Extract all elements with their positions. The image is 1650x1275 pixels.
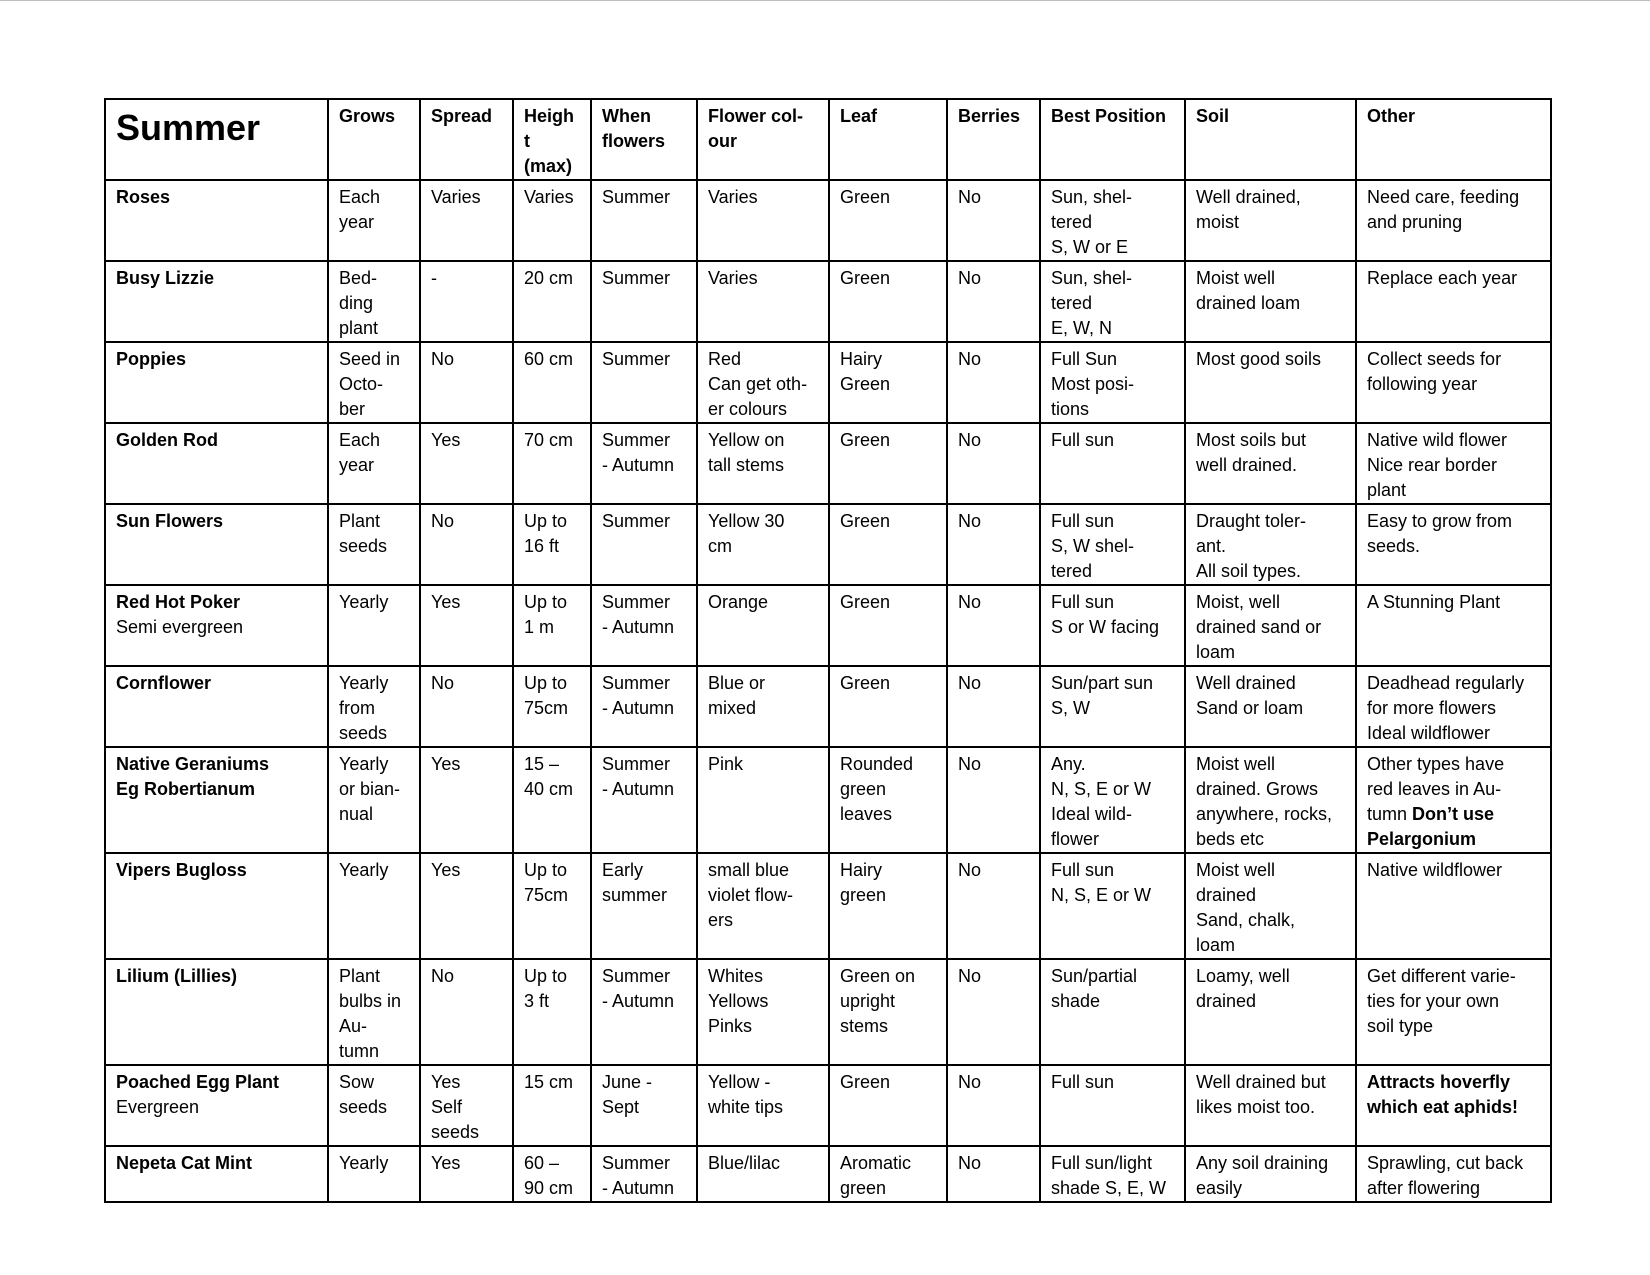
leaf-cell: Aromatic green xyxy=(829,1146,947,1202)
other-cell xyxy=(1356,504,1551,585)
flower-colour-cell: Red Can get oth- er colours xyxy=(697,342,829,423)
best-position-cell: Full sun xyxy=(1040,1065,1185,1146)
table-title: Summer xyxy=(105,99,328,180)
flower-colour-cell: Pink xyxy=(697,747,829,853)
height-cell: 15 – 40 cm xyxy=(513,747,591,853)
flower-colour-cell: small blue violet flow- ers xyxy=(697,853,829,959)
other-text: Collect seeds for following year xyxy=(1367,349,1502,394)
best-position-cell: Sun/partial shade xyxy=(1040,959,1185,1065)
berries-cell: No xyxy=(947,261,1040,342)
grows-cell: Yearly xyxy=(328,1146,420,1202)
other-text: Need care, feeding and pruning xyxy=(1367,187,1520,232)
when-flowers-cell: Summer xyxy=(591,180,697,261)
table-row xyxy=(105,504,1551,585)
plant-name-cell xyxy=(105,747,328,853)
other-cell xyxy=(1356,666,1551,747)
table-row xyxy=(105,853,1551,959)
when-flowers-cell: Early summer xyxy=(591,853,697,959)
other-cell xyxy=(1356,261,1551,342)
when-flowers-cell: Summer - Autumn xyxy=(591,747,697,853)
best-position-cell: Sun, shel- tered E, W, N xyxy=(1040,261,1185,342)
grows-cell: Each year xyxy=(328,180,420,261)
berries-cell: No xyxy=(947,747,1040,853)
plant-name-cell xyxy=(105,585,328,666)
spread-cell: Varies xyxy=(420,180,513,261)
spread-cell: Yes Self seeds xyxy=(420,1065,513,1146)
table-row xyxy=(105,423,1551,504)
leaf-cell: Green xyxy=(829,261,947,342)
spread-cell: - xyxy=(420,261,513,342)
grows-cell: Yearly or bian- nual xyxy=(328,747,420,853)
when-flowers-cell: Summer xyxy=(591,261,697,342)
plant-name: Red Hot Poker xyxy=(116,592,241,612)
plant-name: Poached Egg Plant xyxy=(116,1072,280,1092)
other-cell xyxy=(1356,959,1551,1065)
table-row xyxy=(105,1146,1551,1202)
other-cell xyxy=(1356,342,1551,423)
when-flowers-cell: Summer - Autumn xyxy=(591,585,697,666)
best-position-cell: Full sun/light shade S, E, W xyxy=(1040,1146,1185,1202)
berries-cell: No xyxy=(947,1146,1040,1202)
plant-name-cell xyxy=(105,342,328,423)
plant-name-cell xyxy=(105,423,328,504)
soil-cell: Draught toler- ant. All soil types. xyxy=(1185,504,1356,585)
berries-cell: No xyxy=(947,342,1040,423)
grows-cell: Plant seeds xyxy=(328,504,420,585)
plant-name-note: Evergreen xyxy=(116,1097,200,1117)
other-text: Replace each year xyxy=(1367,268,1518,288)
best-position-cell: Sun, shel- tered S, W or E xyxy=(1040,180,1185,261)
berries-cell: No xyxy=(947,504,1040,585)
spread-cell: Yes xyxy=(420,585,513,666)
plant-name: Cornflower xyxy=(116,673,212,693)
flower-colour-cell: Yellow - white tips xyxy=(697,1065,829,1146)
other-cell xyxy=(1356,853,1551,959)
grows-cell: Sow seeds xyxy=(328,1065,420,1146)
grows-cell: Yearly from seeds xyxy=(328,666,420,747)
berries-cell: No xyxy=(947,853,1040,959)
best-position-cell: Full sun xyxy=(1040,423,1185,504)
summer-plants-table xyxy=(104,98,1552,1203)
berries-cell: No xyxy=(947,959,1040,1065)
when-flowers-cell: Summer - Autumn xyxy=(591,666,697,747)
plant-name: Golden Rod xyxy=(116,430,218,450)
other-text: A Stunning Plant xyxy=(1367,592,1501,612)
plant-name-cell xyxy=(105,180,328,261)
leaf-cell: Rounded green leaves xyxy=(829,747,947,853)
soil-cell: Loamy, well drained xyxy=(1185,959,1356,1065)
plant-name-note: Semi evergreen xyxy=(116,617,244,637)
plant-name-cell xyxy=(105,666,328,747)
plant-name-cell xyxy=(105,1146,328,1202)
other-text: Sprawling, cut back after flowering xyxy=(1367,1153,1524,1198)
plant-name: Native Geraniums Eg Robertianum xyxy=(116,754,270,799)
plant-name: Roses xyxy=(116,187,171,207)
height-cell: Up to 75cm xyxy=(513,666,591,747)
spread-cell: Yes xyxy=(420,853,513,959)
grows-cell: Yearly xyxy=(328,585,420,666)
leaf-cell: Green xyxy=(829,666,947,747)
soil-cell: Moist well drained Sand, chalk, loam xyxy=(1185,853,1356,959)
spread-cell: Yes xyxy=(420,423,513,504)
spread-cell: Yes xyxy=(420,1146,513,1202)
table-row xyxy=(105,585,1551,666)
header-soil: Soil xyxy=(1185,99,1356,180)
spread-cell: No xyxy=(420,959,513,1065)
leaf-cell: Green xyxy=(829,423,947,504)
leaf-cell: Green on upright stems xyxy=(829,959,947,1065)
soil-cell: Moist well drained. Grows anywhere, rocks, beds etc xyxy=(1185,747,1356,853)
other-text: Easy to grow from seeds. xyxy=(1367,511,1513,556)
grows-cell: Each year xyxy=(328,423,420,504)
leaf-cell: Hairy Green xyxy=(829,342,947,423)
table-row xyxy=(105,1065,1551,1146)
soil-cell: Well drained, moist xyxy=(1185,180,1356,261)
berries-cell: No xyxy=(947,423,1040,504)
table-row xyxy=(105,261,1551,342)
header-best-position: Best Position xyxy=(1040,99,1185,180)
best-position-cell: Full sun N, S, E or W xyxy=(1040,853,1185,959)
height-cell: Up to 3 ft xyxy=(513,959,591,1065)
other-cell xyxy=(1356,423,1551,504)
header-when-flowers: When flowers xyxy=(591,99,697,180)
soil-cell: Most soils but well drained. xyxy=(1185,423,1356,504)
other-text: Native wildflower xyxy=(1367,860,1503,880)
leaf-cell: Green xyxy=(829,504,947,585)
spread-cell: No xyxy=(420,342,513,423)
soil-cell: Moist, well drained sand or loam xyxy=(1185,585,1356,666)
other-text: Deadhead regularly for more flowers Ideal wildflower xyxy=(1367,673,1525,743)
header-row xyxy=(105,99,1551,180)
grows-cell: Yearly xyxy=(328,853,420,959)
header-grows: Grows xyxy=(328,99,420,180)
height-cell: Varies xyxy=(513,180,591,261)
plant-name-cell xyxy=(105,853,328,959)
flower-colour-cell: Whites Yellows Pinks xyxy=(697,959,829,1065)
other-cell xyxy=(1356,180,1551,261)
height-cell: 20 cm xyxy=(513,261,591,342)
best-position-cell: Full sun S, W shel- tered xyxy=(1040,504,1185,585)
plant-name-cell xyxy=(105,504,328,585)
berries-cell: No xyxy=(947,666,1040,747)
flower-colour-cell: Varies xyxy=(697,261,829,342)
header-other: Other xyxy=(1356,99,1551,180)
height-cell: Up to 1 m xyxy=(513,585,591,666)
other-text: Get different varie- ties for your own soil type xyxy=(1367,966,1516,1036)
header-flower-colour: Flower col- our xyxy=(697,99,829,180)
height-cell: 60 – 90 cm xyxy=(513,1146,591,1202)
plant-name-cell xyxy=(105,959,328,1065)
table-row xyxy=(105,959,1551,1065)
table-row xyxy=(105,666,1551,747)
soil-cell: Moist well drained loam xyxy=(1185,261,1356,342)
plant-name-cell xyxy=(105,1065,328,1146)
flower-colour-cell: Blue or mixed xyxy=(697,666,829,747)
when-flowers-cell: Summer - Autumn xyxy=(591,1146,697,1202)
other-emphasis-text: Attracts hoverfly which eat aphids! xyxy=(1367,1072,1519,1117)
other-cell xyxy=(1356,1146,1551,1202)
spread-cell: No xyxy=(420,504,513,585)
other-cell xyxy=(1356,585,1551,666)
berries-cell: No xyxy=(947,1065,1040,1146)
when-flowers-cell: Summer - Autumn xyxy=(591,959,697,1065)
plant-name: Sun Flowers xyxy=(116,511,224,531)
table-row xyxy=(105,180,1551,261)
table-row xyxy=(105,342,1551,423)
grows-cell: Bed- ding plant xyxy=(328,261,420,342)
leaf-cell: Green xyxy=(829,180,947,261)
header-leaf: Leaf xyxy=(829,99,947,180)
other-emphasis-text: Don’t use Pelargonium xyxy=(1367,804,1495,849)
header-height: Heigh t (max) xyxy=(513,99,591,180)
grows-cell: Plant bulbs in Au- tumn xyxy=(328,959,420,1065)
height-cell: Up to 75cm xyxy=(513,853,591,959)
soil-cell: Any soil draining easily xyxy=(1185,1146,1356,1202)
plant-name: Vipers Bugloss xyxy=(116,860,247,880)
height-cell: 15 cm xyxy=(513,1065,591,1146)
height-cell: 60 cm xyxy=(513,342,591,423)
plant-name: Poppies xyxy=(116,349,187,369)
header-spread: Spread xyxy=(420,99,513,180)
soil-cell: Well drained but likes moist too. xyxy=(1185,1065,1356,1146)
grows-cell: Seed in Octo- ber xyxy=(328,342,420,423)
flower-colour-cell: Blue/lilac xyxy=(697,1146,829,1202)
header-berries: Berries xyxy=(947,99,1040,180)
height-cell: Up to 16 ft xyxy=(513,504,591,585)
leaf-cell: Green xyxy=(829,1065,947,1146)
plant-name-cell xyxy=(105,261,328,342)
best-position-cell: Full Sun Most posi- tions xyxy=(1040,342,1185,423)
table-body xyxy=(105,99,1551,1202)
flower-colour-cell: Orange xyxy=(697,585,829,666)
when-flowers-cell: Summer xyxy=(591,342,697,423)
best-position-cell: Sun/part sun S, W xyxy=(1040,666,1185,747)
plant-name: Lilium (Lillies) xyxy=(116,966,238,986)
best-position-cell: Full sun S or W facing xyxy=(1040,585,1185,666)
page-top-rule xyxy=(0,0,1650,1)
other-cell xyxy=(1356,1065,1551,1146)
flower-colour-cell: Varies xyxy=(697,180,829,261)
when-flowers-cell: June - Sept xyxy=(591,1065,697,1146)
plant-name: Nepeta Cat Mint xyxy=(116,1153,253,1173)
spread-cell: Yes xyxy=(420,747,513,853)
soil-cell: Most good soils xyxy=(1185,342,1356,423)
soil-cell: Well drained Sand or loam xyxy=(1185,666,1356,747)
plant-name: Busy Lizzie xyxy=(116,268,215,288)
best-position-cell: Any. N, S, E or W Ideal wild- flower xyxy=(1040,747,1185,853)
spread-cell: No xyxy=(420,666,513,747)
berries-cell: No xyxy=(947,585,1040,666)
berries-cell: No xyxy=(947,180,1040,261)
flower-colour-cell: Yellow 30 cm xyxy=(697,504,829,585)
leaf-cell: Green xyxy=(829,585,947,666)
other-text: Native wild flower Nice rear border plant xyxy=(1367,430,1508,500)
leaf-cell: Hairy green xyxy=(829,853,947,959)
table-row xyxy=(105,747,1551,853)
other-cell xyxy=(1356,747,1551,853)
height-cell: 70 cm xyxy=(513,423,591,504)
other-text: Other types have red leaves in Au- tumn xyxy=(1367,754,1505,824)
flower-colour-cell: Yellow on tall stems xyxy=(697,423,829,504)
when-flowers-cell: Summer - Autumn xyxy=(591,423,697,504)
when-flowers-cell: Summer xyxy=(591,504,697,585)
